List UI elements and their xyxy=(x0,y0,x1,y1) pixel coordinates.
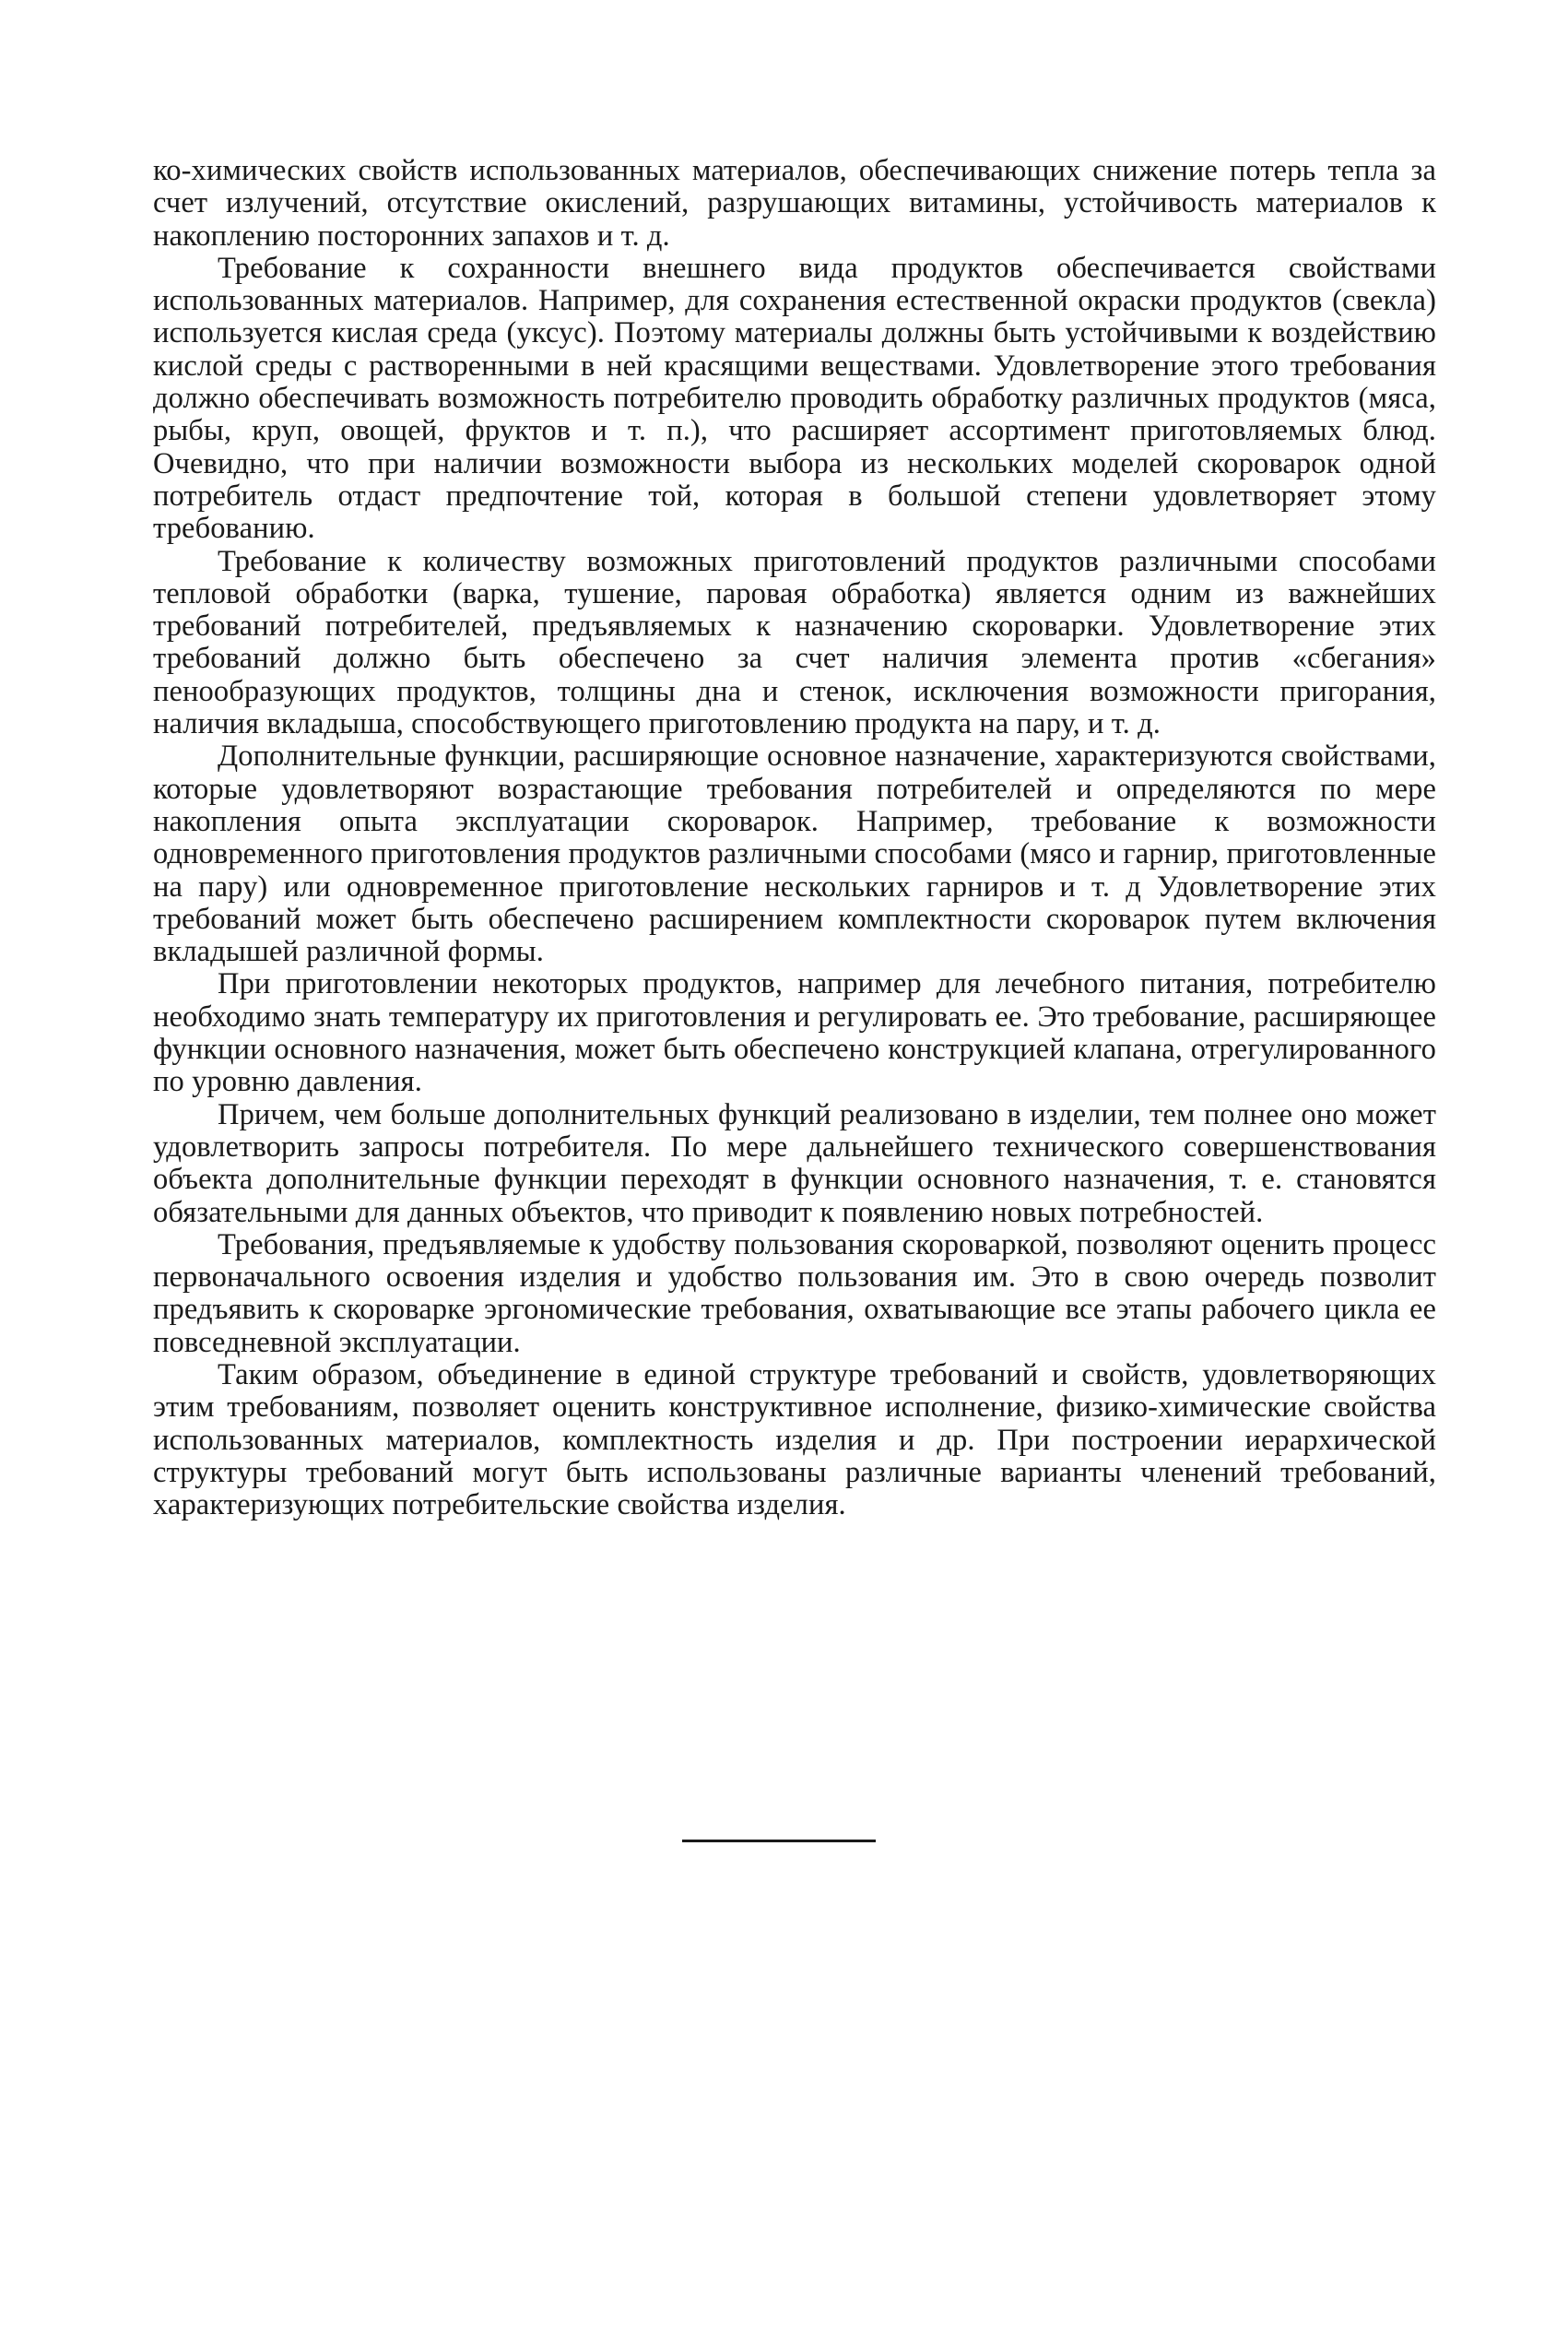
paragraph-cooking-methods-requirement: Требование к количеству возможных приготовлений продуктов различными способами тепловой обработки (варка, тушение, паровая обработка) является одним из важнейших требований потребителей, предъявляемых к назначению скороварки. Удовлетворение этих требований должно быть обеспечено за счет наличия элемента против «сбегания» пенообразующих продуктов, толщины дна и стенок, исключения возможности пригорания, наличия вкладыша, способствующего приготовлению продукта на пару, и т. д. xyxy=(153,544,1436,741)
paragraph-appearance-requirement: Требование к сохранности внешнего вида продуктов обеспечивается свойствами использованных материалов. Например, для сохранения естественной окраски продуктов (свекла) используется кислая среда (уксус). Поэтому материалы должны быть устойчивыми к воздействию кислой среды с растворенными в ней красящими веществами. Удовлетворение этого требования должно обеспечивать возможность потребителю проводить обработку различных продуктов (мяса, рыбы, круп, овощей, фруктов и т. п.), что расширяет ассортимент приготовляемых блюд. Очевидно, что при наличии возможности выбора из нескольких моделей скороварок одной потребитель отдаст предпочтение той, которая в большой степени удовлетворяет этому требованию. xyxy=(153,251,1436,546)
page-body xyxy=(153,155,1436,1521)
paragraph-usability-requirements: Требования, предъявляемые к удобству пользования скороваркой, позволяют оценить процесс первоначального освоения изделия и удобство пользования им. Это в свою очередь позволит предъявить к скороварке эргономические требования, охватывающие все этапы рабочего цикла ее повседневной эксплуатации. xyxy=(153,1227,1436,1359)
paragraph-continuation: ко-химических свойств использованных материалов, обеспечивающих снижение потерь тепла за счет излучений, отсутствие окислений, разрушающих витамины, устойчивость материалов к накоплению посторонних запахов и т. д. xyxy=(153,154,1436,253)
paragraph-conclusion: Таким образом, объединение в единой структуре требований и свойств, удовлетворяющих этим требованиям, позволяет оценить конструктивное исполнение, физико-химические свойства использованных материалов, комплектность изделия и др. При построении иерархической структуры требований могут быть использованы различные варианты членений требований, характеризующих потребительские свойства изделия. xyxy=(153,1357,1436,1522)
paragraph-more-functions: Причем, чем больше дополнительных функций реализовано в изделии, тем полнее оно может удовлетворить запросы потребителя. По мере дальнейшего технического совершенствования объекта дополнительные функции переходят в функции основного назначения, т. е. становятся обязательными для данных объектов, что приводит к появлению новых потребностей. xyxy=(153,1097,1436,1229)
paragraph-additional-functions: Дополнительные функции, расширяющие основное назначение, характеризуются свойствами, которые удовлетворяют возрастающие требования потребителей и определяются по мере накопления опыта эксплуатации скороварок. Например, требование к возможности одновременного приготовления продуктов различными способами (мясо и гарнир, приготовленные на пару) или одновременное приготовление нескольких гарниров и т. д Удовлетворение этих требований может быть обеспечено расширением комплектности скороварок путем включения вкладышей различной формы. xyxy=(153,740,1436,969)
end-of-section-rule xyxy=(682,1840,876,1842)
paragraph-temperature-regulation: При приготовлении некоторых продуктов, например для лечебного питания, потребителю необходимо знать температуру их приготовления и регулировать ее. Это требование, расширяющее функции основного назначения, может быть обеспечено конструкцией клапана, отрегулированного по уровню давления. xyxy=(153,967,1436,1099)
